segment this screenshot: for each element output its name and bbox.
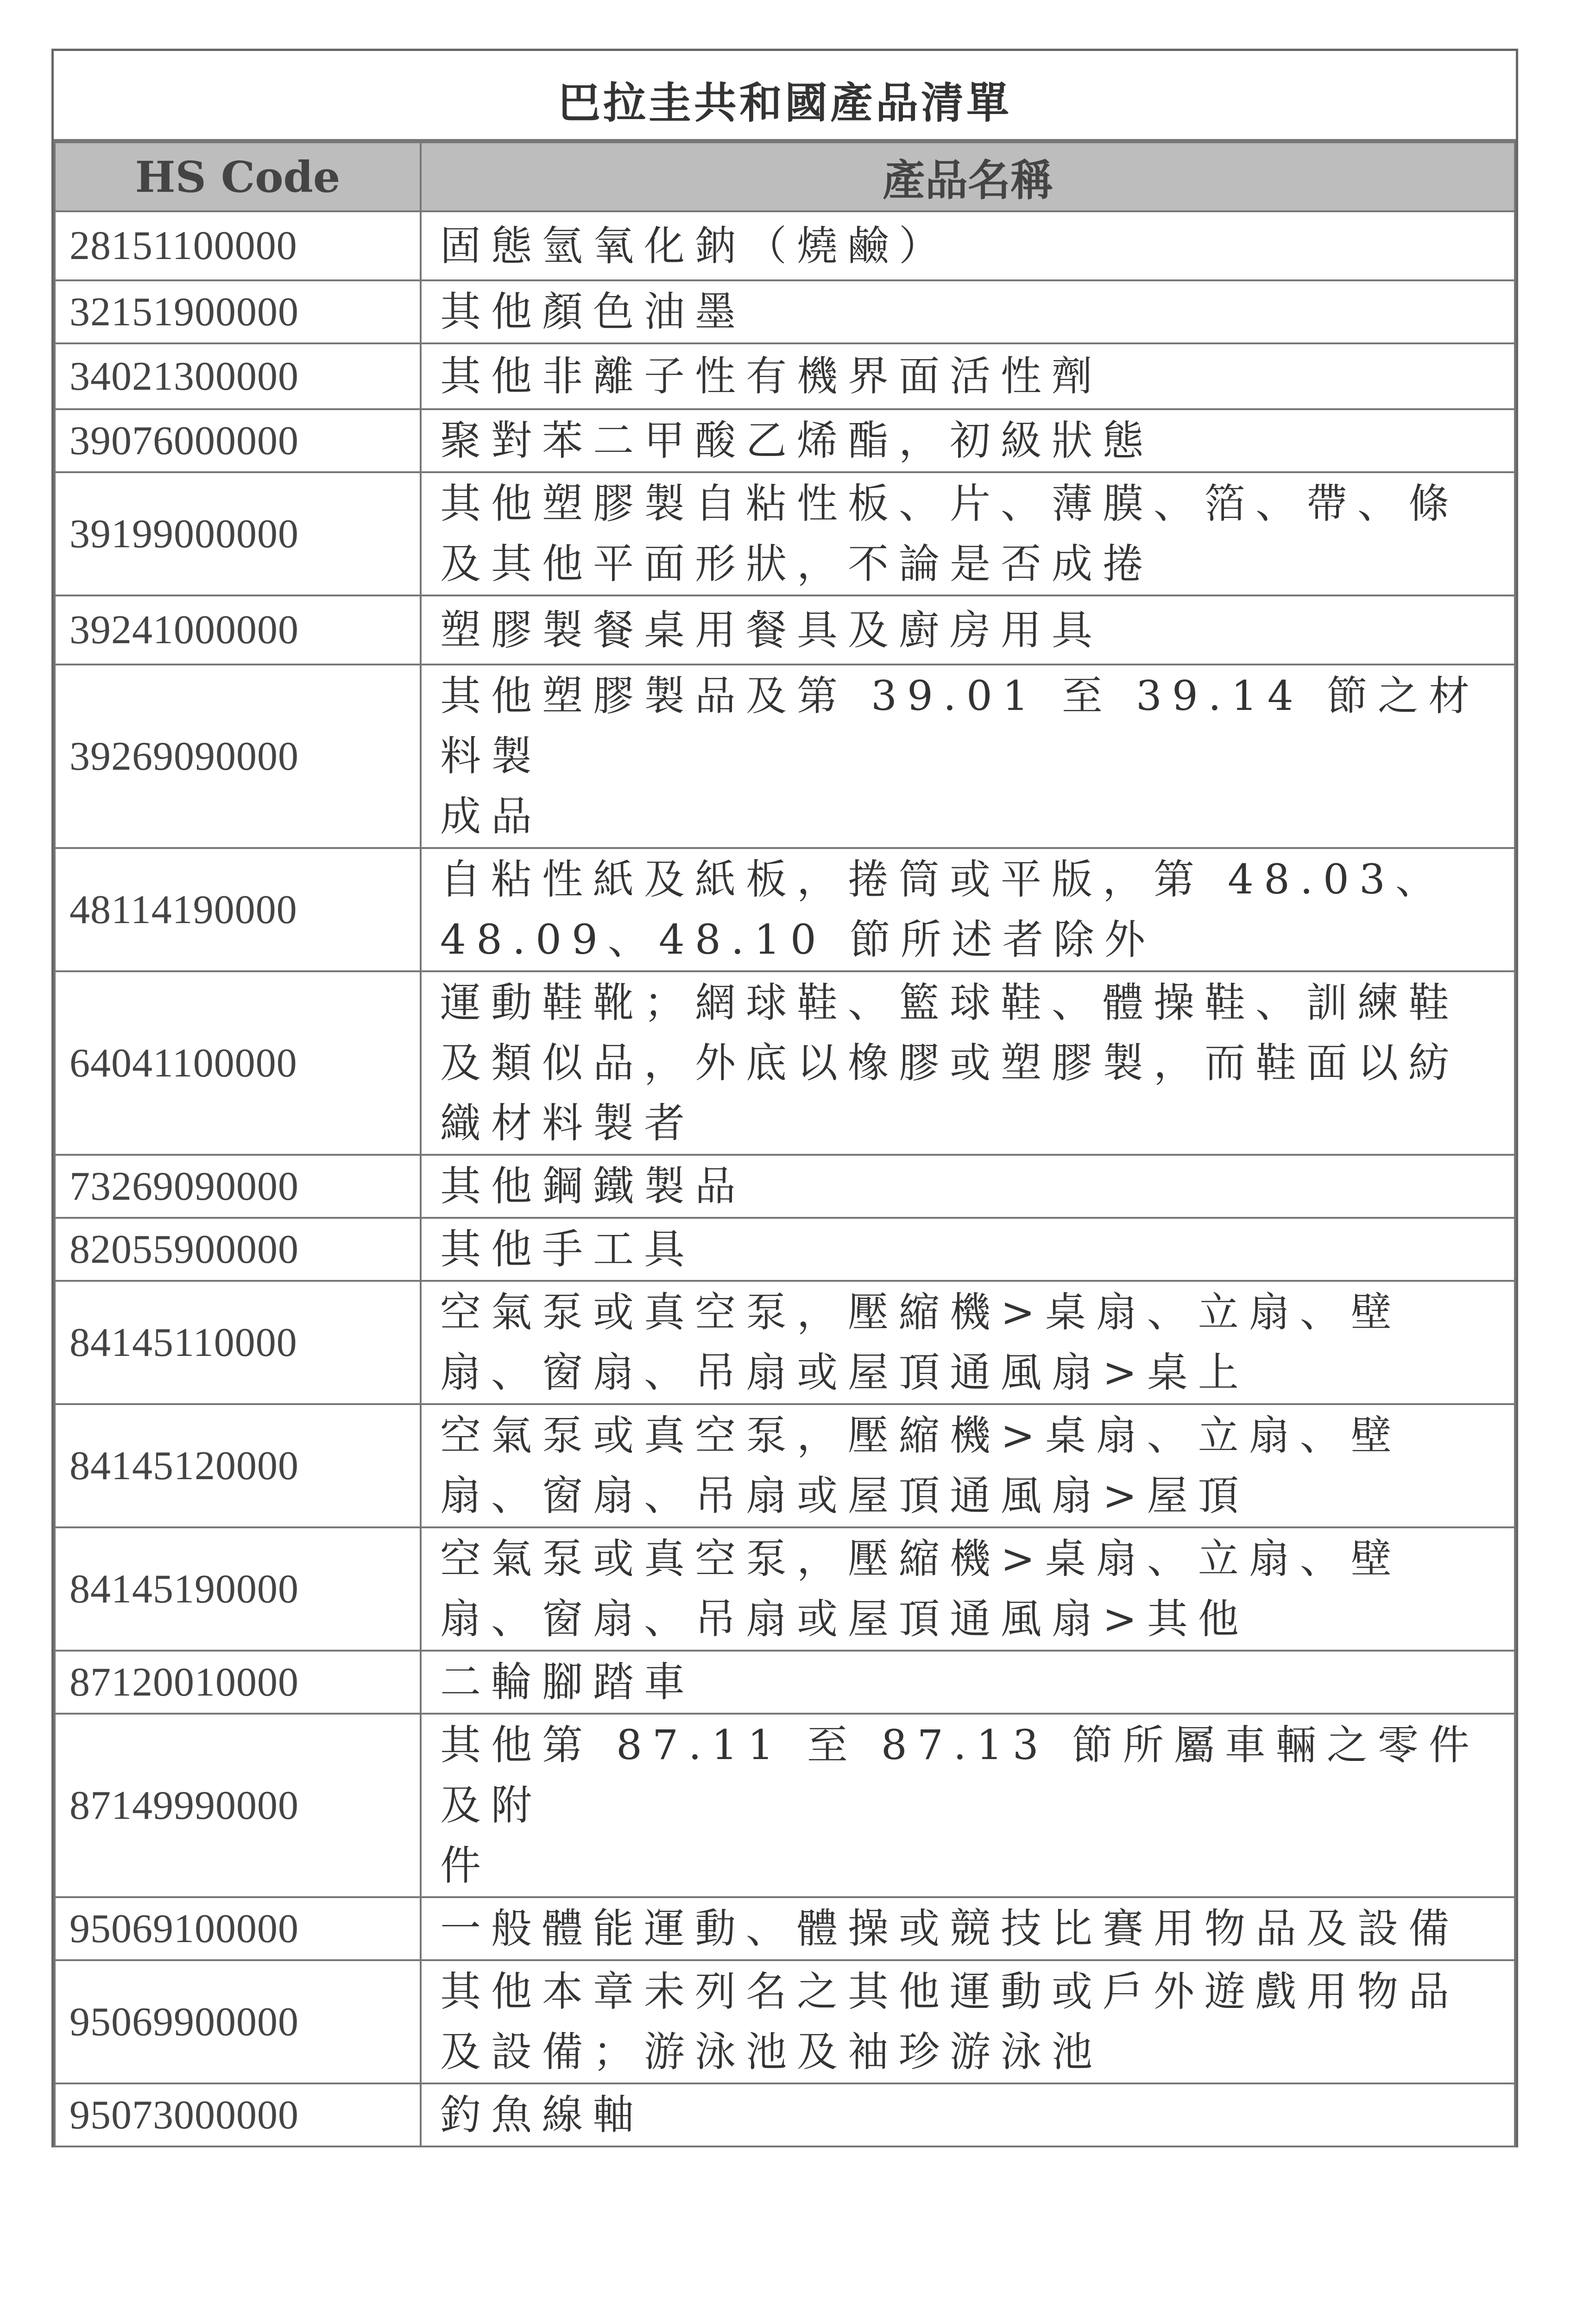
product-name-cell: 其他非離子性有機界面活性劑 bbox=[421, 343, 1515, 409]
product-name-cell: 其他塑膠製品及第 39.01 至 39.14 節之材料製 成品 bbox=[421, 665, 1515, 848]
product-name-cell: 一般體能運動、體操或競技比賽用物品及設備 bbox=[421, 1897, 1515, 1960]
product-name-cell: 空氣泵或真空泵，壓縮機>桌扇、立扇、壁 扇、窗扇、吊扇或屋頂通風扇>其他 bbox=[421, 1527, 1515, 1651]
product-list-sheet bbox=[51, 0, 1518, 2147]
product-name-cell: 其他本章未列名之其他運動或戶外遊戲用物品 及設備；游泳池及袖珍游泳池 bbox=[421, 1960, 1515, 2083]
table-row bbox=[55, 1897, 1515, 1960]
hs-code-cell: 95069100000 bbox=[55, 1897, 421, 1960]
product-name-cell: 其他塑膠製自粘性板、片、薄膜、箔、帶、條 及其他平面形狀，不論是否成捲 bbox=[421, 472, 1515, 595]
product-name-cell: 其他手工具 bbox=[421, 1218, 1515, 1281]
product-name-cell: 運動鞋靴；網球鞋、籃球鞋、體操鞋、訓練鞋 及類似品，外底以橡膠或塑膠製，而鞋面以紡 織材料製者 bbox=[421, 971, 1515, 1155]
hs-code-cell: 39076000000 bbox=[55, 409, 421, 472]
table-header-row bbox=[55, 142, 1515, 211]
table-row bbox=[55, 472, 1515, 595]
product-name-cell: 其他第 87.11 至 87.13 節所屬車輛之零件及附 件 bbox=[421, 1714, 1515, 1897]
hs-code-cell: 28151100000 bbox=[55, 211, 421, 280]
table-body bbox=[55, 211, 1515, 2146]
hs-code-cell: 84145190000 bbox=[55, 1527, 421, 1651]
product-name-cell: 釣魚線軸 bbox=[421, 2083, 1515, 2146]
product-name-cell: 固態氫氧化鈉（燒鹼） bbox=[421, 211, 1515, 280]
table-row bbox=[55, 1218, 1515, 1281]
hs-code-cell: 39199000000 bbox=[55, 472, 421, 595]
hs-code-cell: 64041100000 bbox=[55, 971, 421, 1155]
product-name-cell: 塑膠製餐桌用餐具及廚房用具 bbox=[421, 595, 1515, 665]
table-row bbox=[55, 665, 1515, 848]
hs-code-cell: 39269090000 bbox=[55, 665, 421, 848]
table-row bbox=[55, 1281, 1515, 1404]
hs-code-cell: 84145110000 bbox=[55, 1281, 421, 1404]
table-row bbox=[55, 211, 1515, 280]
product-table bbox=[54, 141, 1516, 2147]
hs-code-cell: 32151900000 bbox=[55, 280, 421, 343]
hs-code-cell: 39241000000 bbox=[55, 595, 421, 665]
header-product-name: 產品名稱 bbox=[421, 142, 1515, 211]
hs-code-cell: 82055900000 bbox=[55, 1218, 421, 1281]
table-row bbox=[55, 1714, 1515, 1897]
hs-code-cell: 95069900000 bbox=[55, 1960, 421, 2083]
product-name-cell: 自粘性紙及紙板，捲筒或平版，第 48.03、 48.09、48.10 節所述者除外 bbox=[421, 848, 1515, 971]
hs-code-cell: 34021300000 bbox=[55, 343, 421, 409]
document-title: 巴拉圭共和國產品清單 bbox=[54, 51, 1516, 141]
product-name-cell: 二輪腳踏車 bbox=[421, 1651, 1515, 1714]
hs-code-cell: 48114190000 bbox=[55, 848, 421, 971]
hs-code-cell: 95073000000 bbox=[55, 2083, 421, 2146]
table-row bbox=[55, 2083, 1515, 2146]
hs-code-cell: 87120010000 bbox=[55, 1651, 421, 1714]
table-row bbox=[55, 1155, 1515, 1218]
table-row bbox=[55, 1527, 1515, 1651]
table-row bbox=[55, 595, 1515, 665]
table-row bbox=[55, 848, 1515, 971]
header-hs-code: HS Code bbox=[55, 142, 421, 211]
hs-code-cell: 87149990000 bbox=[55, 1714, 421, 1897]
table-row bbox=[55, 343, 1515, 409]
product-name-cell: 其他顏色油墨 bbox=[421, 280, 1515, 343]
table-frame bbox=[51, 49, 1518, 2147]
product-name-cell: 空氣泵或真空泵，壓縮機>桌扇、立扇、壁 扇、窗扇、吊扇或屋頂通風扇>屋頂 bbox=[421, 1404, 1515, 1527]
table-row bbox=[55, 1404, 1515, 1527]
product-name-cell: 聚對苯二甲酸乙烯酯，初級狀態 bbox=[421, 409, 1515, 472]
hs-code-cell: 84145120000 bbox=[55, 1404, 421, 1527]
hs-code-cell: 73269090000 bbox=[55, 1155, 421, 1218]
table-row bbox=[55, 280, 1515, 343]
table-row bbox=[55, 1960, 1515, 2083]
table-row bbox=[55, 1651, 1515, 1714]
table-row bbox=[55, 409, 1515, 472]
product-name-cell: 其他鋼鐵製品 bbox=[421, 1155, 1515, 1218]
product-name-cell: 空氣泵或真空泵，壓縮機>桌扇、立扇、壁 扇、窗扇、吊扇或屋頂通風扇>桌上 bbox=[421, 1281, 1515, 1404]
table-row bbox=[55, 971, 1515, 1155]
